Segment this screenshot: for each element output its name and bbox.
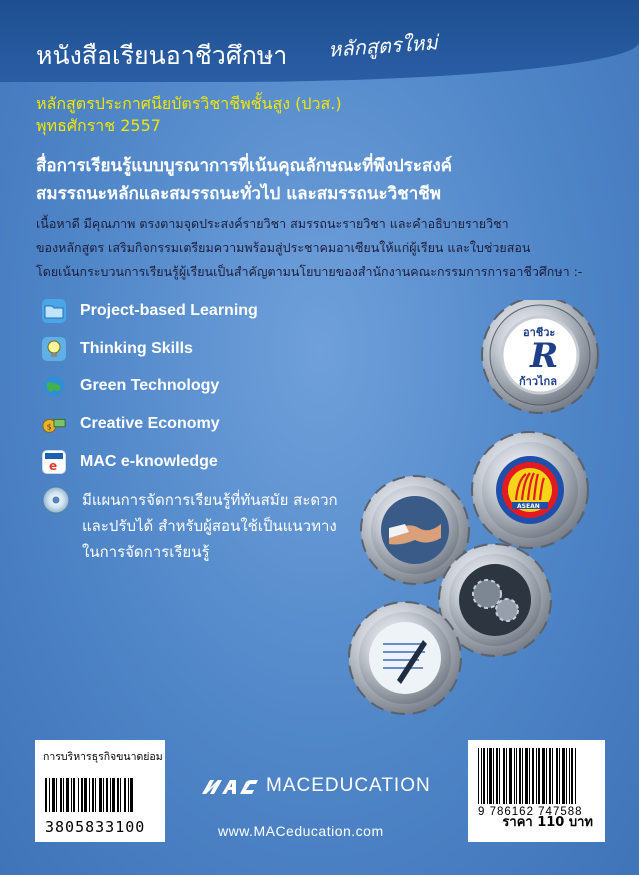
plan-line-2: และปรับได้ สำหรับผู้สอนใช้เป็นแนวทาง [82, 517, 337, 535]
description-line-3: โดยเน้นกระบวนการเรียนรู้ผู้เรียนเป็นสำคัญตามนโยบายของสำนักงานคณะกรรมการการอาชีวศึกษา :- [36, 264, 583, 279]
gear-asean [472, 432, 588, 548]
money-icon [42, 412, 66, 436]
gear-document [349, 602, 461, 714]
globe-icon [42, 374, 66, 398]
publisher-url: www.MACeducation.com [218, 823, 384, 839]
gear-r-letter: R [530, 336, 559, 376]
feature-item [42, 297, 258, 325]
feature-label: Creative Economy [80, 415, 220, 432]
feature-label: Thinking Skills [80, 340, 193, 357]
product-code-box [35, 740, 165, 842]
gear-r-bottom-label: ก้าวไกล [519, 375, 557, 388]
svg-text:$: $ [46, 421, 52, 432]
feature-item [42, 335, 193, 363]
product-category-label: การบริหารธุรกิจขนาดย่อม [43, 751, 163, 763]
product-code: 3805833100 [45, 818, 146, 836]
feature-item [42, 410, 220, 438]
series-title: หนังสือเรียนอาชีวศึกษา [36, 41, 288, 70]
feature-item [42, 372, 219, 400]
feature-label: MAC e-knowledge [80, 453, 218, 470]
plan-line-3: ในการจัดการเรียนรู้ [82, 543, 210, 561]
mac-logo-mark [200, 778, 262, 800]
feature-label: Project-based Learning [80, 302, 258, 319]
gear-r-top-label: อาชีวะ [523, 326, 556, 339]
isbn-number: 9 786162 747588 [478, 806, 583, 818]
isbn-price-box [468, 740, 605, 842]
curriculum-line-1: หลักสูตรประกาศนียบัตรวิชาชีพชั้นสูง (ปวส.) [36, 94, 342, 113]
description-line-1: เนื้อหาดี มีคุณภาพ ตรงตามจุดประสงค์รายวิชา สมรรถนะรายวิชา และคำอธิบายรายวิชา [36, 216, 509, 231]
cd-icon [42, 486, 70, 514]
publisher-logo-text: MACEDUCATION [266, 775, 431, 796]
svg-text:e: e [49, 459, 58, 472]
description-line-2: ของหลักสูตร เสริมกิจกรรมเตรียมความพร้อมสู่ประชาคมอาเซียนให้แก่ผู้เรียน และใบช่วยสอน [36, 240, 531, 255]
feature-label: Green Technology [80, 377, 220, 394]
plan-line-1: มีแผนการจัดการเรียนรู้ที่ทันสมัย สะดวก [82, 491, 338, 509]
new-curriculum-badge: หลักสูตรใหม่ [327, 30, 439, 62]
isbn-barcode [478, 748, 576, 804]
e-knowledge-icon [42, 450, 66, 474]
folder-icon [42, 299, 66, 323]
feature-item [42, 448, 218, 476]
headline-line-2: สมรรถนะหลักและสมรรถนะทั่วไป และสมรรถนะวิชาชีพ [36, 184, 441, 204]
asean-label: ASEAN [517, 503, 540, 510]
headline-line-1: สื่อการเรียนรู้แบบบูรณาการที่เน้นคุณลักษณะที่พึงประสงค์ [36, 156, 452, 176]
lightbulb-icon [42, 337, 66, 361]
product-barcode [45, 778, 133, 812]
gear-r-badge [482, 300, 598, 413]
price-label: ราคา 110 บาท [502, 815, 593, 830]
curriculum-line-2: พุทธศักราช 2557 [36, 116, 161, 135]
gear-cluster [340, 300, 630, 740]
